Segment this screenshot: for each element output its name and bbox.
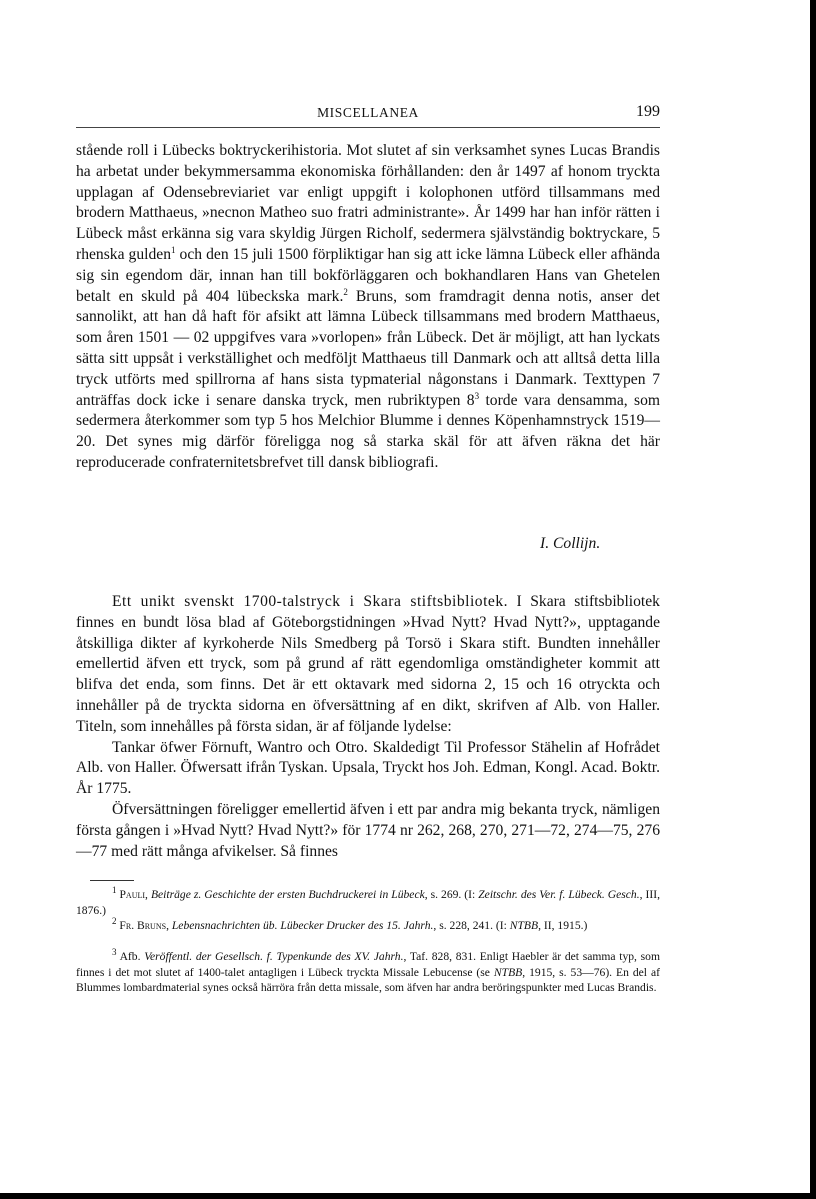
footnote-text: , Taf. 828, 831. Enligt Haebler är det samma typ, som finnes i det mot slutet af 1400-talet antagligen i Lübeck tryckta Missale Lebucense (se [76,950,660,979]
footnote-mark: 2 [112,916,117,927]
footnote-ref: 1 [171,244,176,255]
footnote-journal: NTBB [509,919,539,932]
body-text: och den 15 juli 1500 förpliktigar han sig att icke lämna Lübeck eller afhända sig sin egendom där, innan han till bokförläggaren och bokhandlaren Hans van Ghetelen betalt en skuld på 404 lübeckska mark. [76,245,660,305]
footnote-mark: 3 [112,947,117,958]
scan-edge-right [810,0,816,1199]
footnote-text: , s. 228, 241. (I: [433,919,510,932]
page-header [76,103,660,125]
footnote-work: Lebensnachrichten üb. Lübecker Drucker des 15. Jahrh. [171,919,434,932]
footnote-author: Fr. Bruns [119,919,167,932]
footnote-text: , II, 1915.) [538,919,588,932]
footnote [76,949,660,996]
footnote-text: , III, 1876.) [76,888,661,917]
footnote-separator [90,880,134,881]
title-quote: Tankar öfwer Förnuft, Wantro och Otro. Skaldedigt Til Professor Stähelin af Hofrådet Alb. von Haller. Öfwersatt ifrån Tyskan. Upsala, Tryckt hos Joh. Edman, Kongl. Acad. Boktr. År 1775. [76,738,660,798]
footnote-ref: 2 [343,286,348,297]
quote-indent [76,739,112,756]
section-indent [76,593,112,610]
body-text: Bruns, som framdragit denna notis, anser det sannolikt, att han då haft för afsikt att lämna Lübeck tillsammans med brodern Matthaeus, som åren 1501 — 02 uppgifves vara »vorlopen» från Lübeck. Det är möjligt, att han lyckats sätta sitt uppsåt i verkställighet och medföljt Matthaeus till Danmark och att alltså detta lilla tryck utförts med spillrorna af hans sista typmaterial någonstans i Danmark. Texttypen 7 anträffas dock icke i senare danska tryck, men rubriktypen 8 [76,287,660,409]
body-text: torde vara densamma, som sedermera återkommer som typ 5 hos Melchior Blumme i dennes Köpenhamnstryck 1519—20. Det synes mig därför föreligga nog så starka skäl för att äfven räkna det här reproducerade confraternitetsbrefvet till dansk bibliografi. [76,391,661,471]
section-title: Ett unikt svenskt 1700-talstryck i Skara stiftsbibliotek. [112,593,509,610]
footnote-indent [76,919,112,932]
footnote-author: Pauli [119,888,146,901]
article-body [76,141,660,474]
footnote-text: Afb. [119,950,145,963]
footnote-mark: 1 [112,885,117,896]
footnote-text: , [145,888,151,901]
running-title: MISCELLANEA [317,105,419,120]
para-indent [76,801,112,818]
footnote-text: , 1915, s. 53—76). En del af Blummes lombardmaterial synes också härröra från detta missale, som äfven har andra beröringspunkter med Lucas Brandis. [76,965,660,994]
scan-edge-bottom [0,1193,816,1199]
footnote-work: Veröffentl. der Gesellsch. f. Typenkunde des XV. Jahrh. [144,950,404,963]
footnote-indent [76,888,112,901]
footnote-ref: 3 [474,390,480,401]
author-signature: I. Collijn. [540,535,601,552]
footnote-journal: NTBB [493,965,523,979]
footnote-work: Beiträge z. Geschichte der ersten Buchdruckerei in Lübeck [150,888,425,901]
footnote-journal: Zeitschr. des Ver. f. Lübeck. Gesch. [478,888,640,901]
footnote-text: , [166,919,172,932]
footnote-indent [76,950,112,963]
body-text: stående roll i Lübecks boktryckerihistoria. Mot slutet af sin verksamhet synes Lucas Brandis ha arbetat under bekymmersamma ekonomiska förhållanden: den år 1497 af honom tryckta upplagan af Odensebreviariet var enligt uppgift i kolophonen utförd tillsammans med brodern Matthaeus, »necnon Matheo suo fratri administrante». År 1499 har han inför rätten i Lübeck måst erkänna sig vara skyldig Jürgen Richolf, sedermera självständig boktryckare, 5 rhenska gulden [76,142,660,263]
footnote-text: , s. 269. (I: [424,888,479,901]
body-text: I Skara stiftsbibliotek finnes en bundt lösa blad af Göteborgstidningen »Hvad Nytt? Hvad Nytt?», upptagande åtskilliga dikter af kyrkoherde Nils Smedberg på Torsö i Skara stift. Bundten innehåller emellertid äfven ett tryck, som på grund af rätt egendomliga omständigheter kommit att blifva det enda, som finns. Det är ett oktavark med sidorna 2, 15 och 16 otryckta och innehåller på de tryckta sidorna en öfversättning af en dikt, skrifven af Alb. von Haller. Titeln, som innehålles på första sidan, är af följande lydelse: [76,593,660,735]
header-rule [76,127,660,128]
body-text: Öfversättningen föreligger emellertid äfven i ett par andra mig bekanta tryck, nämligen första gången i »Hvad Nytt? Hvad Nytt?» för 1774 nr 262, 268, 270, 271—72, 274—75, 276—77 med rätt många afvikelser. Så finnes [76,800,660,860]
page-number: 199 [636,103,660,120]
article-body [76,592,660,862]
footnote [76,918,660,934]
footnote [76,887,660,918]
